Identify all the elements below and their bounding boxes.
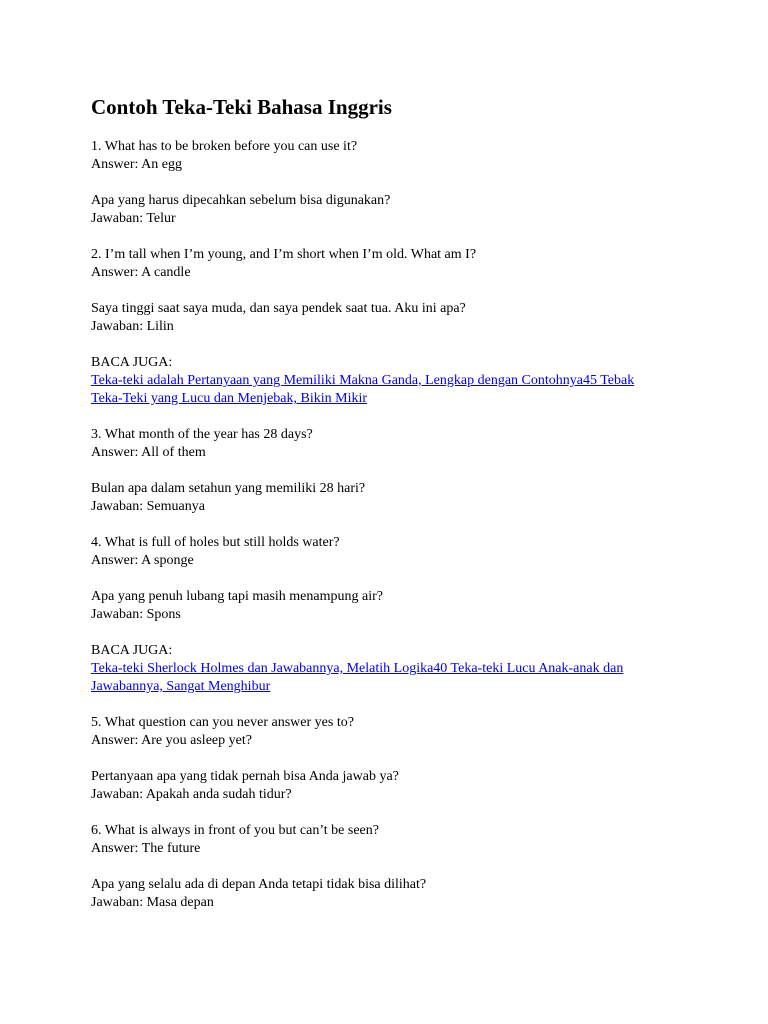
related-article-link[interactable]: Jawabannya, Sangat Menghibur bbox=[91, 679, 271, 694]
riddle-6-en bbox=[91, 822, 711, 858]
question-text: 4. What is full of holes but still holds water? bbox=[91, 535, 340, 550]
riddle-5-id bbox=[91, 768, 711, 804]
answer-text: Answer: Are you asleep yet? bbox=[91, 733, 252, 748]
answer-text: Answer: The future bbox=[91, 841, 201, 856]
question-text: Apa yang selalu ada di depan Anda tetapi tidak bisa dilihat? bbox=[91, 877, 427, 892]
question-text: Bulan apa dalam setahun yang memiliki 28 hari? bbox=[91, 481, 366, 496]
document-page bbox=[91, 92, 711, 930]
answer-text: Jawaban: Spons bbox=[91, 607, 181, 622]
answer-text: Answer: An egg bbox=[91, 157, 182, 172]
baca-juga-label: BACA JUGA: bbox=[91, 643, 173, 658]
riddle-5-en bbox=[91, 714, 711, 750]
question-text: 5. What question can you never answer yes to? bbox=[91, 715, 354, 730]
riddle-4-en bbox=[91, 534, 711, 570]
answer-text: Jawaban: Masa depan bbox=[91, 895, 214, 910]
question-text: Apa yang penuh lubang tapi masih menampung air? bbox=[91, 589, 383, 604]
question-text: 1. What has to be broken before you can use it? bbox=[91, 139, 358, 154]
answer-text: Answer: A candle bbox=[91, 265, 191, 280]
answer-text: Jawaban: Telur bbox=[91, 211, 176, 226]
riddle-3-en bbox=[91, 426, 711, 462]
baca-juga-1 bbox=[91, 354, 711, 408]
related-article-link[interactable]: Teka-teki Sherlock Holmes dan Jawabannya, Melatih Logika40 Teka-teki Lucu Anak-anak dan bbox=[91, 661, 624, 676]
baca-juga-2 bbox=[91, 642, 711, 696]
riddle-4-id bbox=[91, 588, 711, 624]
question-text: Apa yang harus dipecahkan sebelum bisa digunakan? bbox=[91, 193, 391, 208]
question-text: Pertanyaan apa yang tidak pernah bisa Anda jawab ya? bbox=[91, 769, 399, 784]
related-article-link[interactable]: Teka-teki adalah Pertanyaan yang Memiliki Makna Ganda, Lengkap dengan Contohnya45 Tebak bbox=[91, 373, 635, 388]
question-text: 3. What month of the year has 28 days? bbox=[91, 427, 313, 442]
answer-text: Answer: A sponge bbox=[91, 553, 194, 568]
riddle-1-en bbox=[91, 138, 711, 174]
baca-juga-label: BACA JUGA: bbox=[91, 355, 173, 370]
riddle-1-id bbox=[91, 192, 711, 228]
answer-text: Jawaban: Semuanya bbox=[91, 499, 205, 514]
question-text: 6. What is always in front of you but can’t be seen? bbox=[91, 823, 379, 838]
answer-text: Jawaban: Apakah anda sudah tidur? bbox=[91, 787, 292, 802]
related-article-link[interactable]: Teka-Teki yang Lucu dan Menjebak, Bikin Mikir bbox=[91, 391, 368, 406]
question-text: Saya tinggi saat saya muda, dan saya pendek saat tua. Aku ini apa? bbox=[91, 301, 466, 316]
document-title: Contoh Teka-Teki Bahasa Inggris bbox=[91, 95, 392, 119]
riddle-2-en bbox=[91, 246, 711, 282]
answer-text: Answer: All of them bbox=[91, 445, 206, 460]
riddle-3-id bbox=[91, 480, 711, 516]
question-text: 2. I’m tall when I’m young, and I’m short when I’m old. What am I? bbox=[91, 247, 477, 262]
riddle-6-id bbox=[91, 876, 711, 912]
answer-text: Jawaban: Lilin bbox=[91, 319, 174, 334]
riddle-2-id bbox=[91, 300, 711, 336]
